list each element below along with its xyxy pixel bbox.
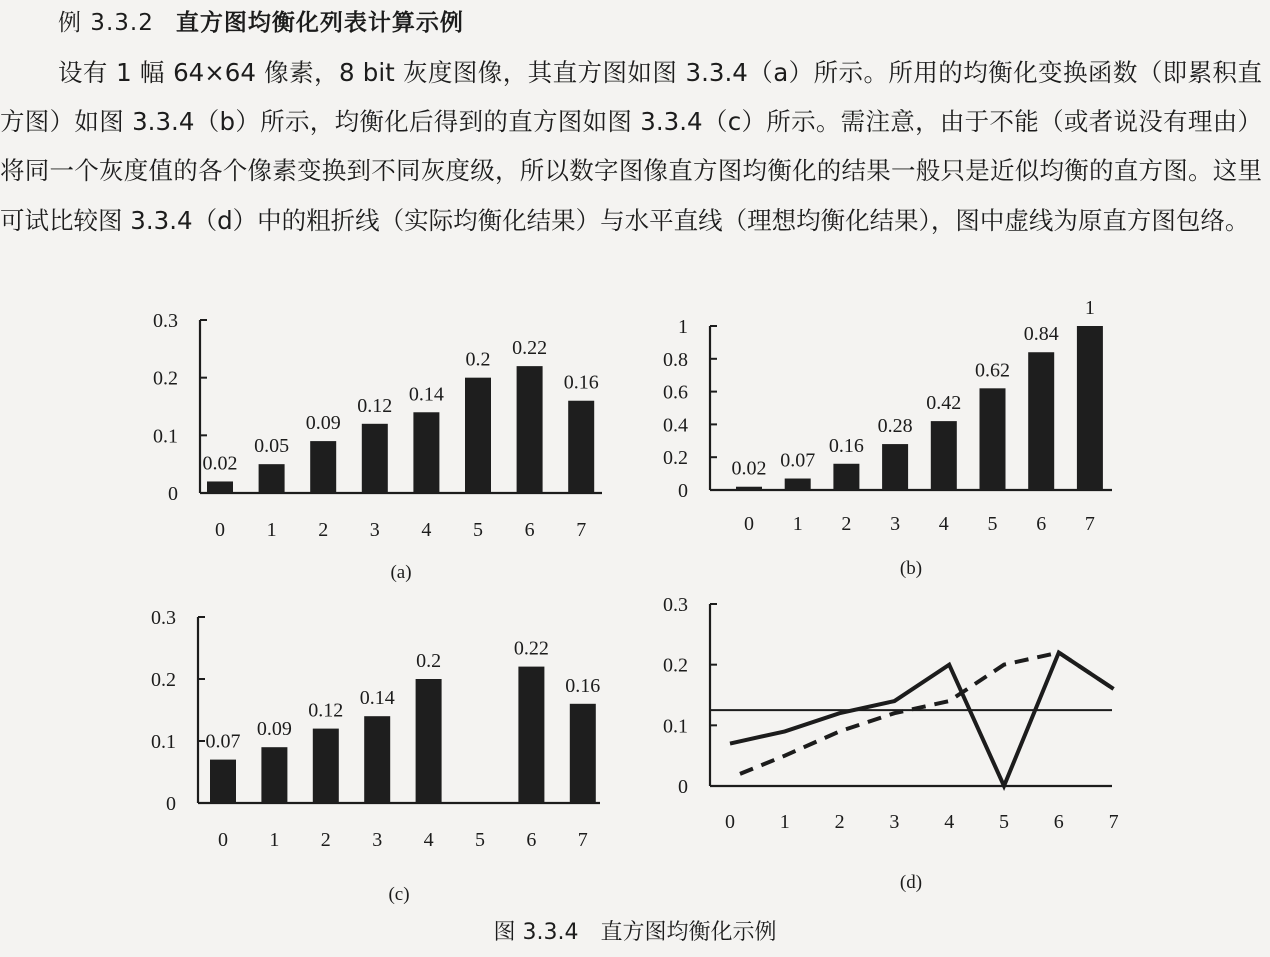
figure-caption-number: 图 3.3.4 bbox=[493, 920, 579, 945]
chart-a-bar bbox=[259, 464, 285, 493]
body-paragraph: 设有 1 幅 64×64 像素，8 bit 灰度图像，其直方图如图 3.3.4（a）所示。所用的均衡化变换函数（即累积直方图）如图 3.3.4（b）所示，均衡化后得到的直方图如图 3.3.4（c）所示。需注意，由于不能（或者说没有理由）将同一个灰度值的各个像素变换到不同灰度级，所以数字图像直方图均衡化的结果一般只是近似均衡的直方图。这里可试比较图 3.3.4（d）中的粗折线（实际均衡化结果）与水平直线（理想均衡化结果），图中虚线为原直方图包络。 bbox=[0, 58, 1262, 235]
chart-b-y-tick-label: 1 bbox=[678, 316, 688, 338]
chart-d-sublabel: (d) bbox=[899, 872, 923, 893]
chart-b-bar bbox=[1077, 326, 1103, 490]
chart-c-data-label: 0.2 bbox=[416, 650, 442, 672]
chart-a-x-tick-label: 0 bbox=[215, 519, 225, 541]
chart-d-x-tick-label: 6 bbox=[1053, 811, 1064, 833]
chart-b-x-tick-label: 1 bbox=[792, 513, 803, 535]
chart-c-y-tick-label: 0 bbox=[166, 793, 176, 815]
chart-c-x-tick-label: 3 bbox=[372, 829, 383, 851]
chart-d-x-tick-label: 7 bbox=[1108, 811, 1119, 833]
chart-d-x-tick-label: 3 bbox=[889, 811, 900, 833]
chart-c-x-tick-label: 0 bbox=[218, 829, 228, 851]
chart-a-bar bbox=[207, 481, 233, 493]
chart-d bbox=[663, 594, 1119, 893]
chart-a-x-tick-label: 4 bbox=[421, 519, 432, 541]
chart-b-data-label: 0.02 bbox=[731, 457, 767, 480]
chart-a-data-label: 0.2 bbox=[465, 348, 491, 371]
chart-a-data-label: 0.16 bbox=[563, 371, 599, 394]
chart-a-sublabel: (a) bbox=[390, 562, 412, 583]
chart-a-x-tick-label: 3 bbox=[369, 519, 380, 541]
chart-a-x-tick-label: 1 bbox=[266, 519, 277, 541]
chart-c-sublabel: (c) bbox=[388, 884, 410, 905]
chart-a-bar bbox=[568, 401, 594, 493]
chart-d-original-envelope bbox=[740, 653, 1114, 774]
chart-c-bar bbox=[570, 704, 596, 803]
chart-c-bar bbox=[364, 716, 390, 803]
chart-a-y-tick-label: 0.2 bbox=[153, 367, 178, 390]
chart-c-bar bbox=[261, 747, 287, 803]
chart-c-x-tick-label: 5 bbox=[475, 829, 485, 851]
chart-d-y-tick-label: 0.3 bbox=[663, 594, 688, 616]
chart-c-data-label: 0.22 bbox=[513, 637, 549, 660]
chart-d-y-tick-label: 0.2 bbox=[663, 654, 688, 677]
example-heading bbox=[58, 4, 464, 37]
chart-a-x-tick-label: 6 bbox=[524, 519, 535, 541]
chart-b-y-tick-label: 0.2 bbox=[663, 447, 688, 470]
chart-c-x-tick-label: 4 bbox=[423, 829, 434, 851]
figure-caption-text: 直方图均衡化示例 bbox=[600, 920, 777, 945]
chart-b-bar bbox=[931, 421, 957, 490]
chart-d-x-tick-label: 1 bbox=[779, 811, 790, 833]
chart-b-x-tick-label: 2 bbox=[841, 513, 852, 535]
chart-b-y-tick-label: 0.6 bbox=[663, 381, 688, 404]
chart-a-data-label: 0.22 bbox=[512, 337, 548, 360]
chart-b-data-label: 0.28 bbox=[877, 415, 913, 438]
chart-a-y-tick-label: 0.3 bbox=[153, 310, 178, 332]
chart-a-data-label: 0.09 bbox=[305, 412, 341, 435]
chart-a-data-label: 0.14 bbox=[408, 383, 444, 406]
chart-b-bar bbox=[1028, 352, 1054, 490]
chart-b-bar bbox=[736, 487, 762, 490]
chart-d-x-tick-label: 0 bbox=[725, 811, 735, 833]
chart-b-y-tick-label: 0.8 bbox=[663, 348, 688, 371]
example-title: 直方图均衡化列表计算示例 bbox=[175, 10, 464, 36]
chart-b-bar bbox=[980, 388, 1006, 490]
chart-b-bar bbox=[785, 479, 811, 490]
chart-d-x-tick-label: 2 bbox=[834, 811, 845, 833]
chart-b-data-label: 0.07 bbox=[780, 449, 816, 472]
chart-b-bar bbox=[833, 464, 859, 490]
chart-c-bar bbox=[416, 679, 442, 803]
chart-b-data-label: 0.16 bbox=[828, 434, 864, 457]
chart-c-bar bbox=[518, 667, 544, 803]
chart-c-x-tick-label: 7 bbox=[577, 829, 588, 851]
chart-b-data-label: 0.62 bbox=[975, 359, 1010, 382]
chart-a-bar bbox=[310, 441, 336, 493]
example-number: 例 3.3.2 bbox=[58, 10, 154, 36]
chart-c-data-label: 0.16 bbox=[565, 674, 601, 697]
chart-b-x-tick-label: 3 bbox=[890, 513, 901, 535]
chart-b-sublabel: (b) bbox=[899, 558, 923, 579]
chart-a-data-label: 0.12 bbox=[357, 394, 393, 417]
chart-d-x-tick-label: 5 bbox=[999, 811, 1009, 833]
chart-c-x-tick-label: 1 bbox=[269, 829, 280, 851]
chart-b-y-tick-label: 0.4 bbox=[663, 414, 688, 437]
chart-d-y-tick-label: 0 bbox=[678, 776, 688, 798]
chart-c-data-label: 0.14 bbox=[359, 687, 395, 710]
chart-a-bar bbox=[362, 424, 388, 493]
chart-c-x-tick-label: 2 bbox=[320, 829, 331, 851]
chart-d-x-tick-label: 4 bbox=[944, 811, 955, 833]
chart-a bbox=[153, 310, 602, 583]
chart-d-y-tick-label: 0.1 bbox=[663, 715, 688, 738]
chart-b-x-tick-label: 4 bbox=[938, 513, 949, 535]
chart-b-x-tick-label: 0 bbox=[744, 513, 754, 535]
chart-c-data-label: 0.09 bbox=[256, 718, 292, 741]
chart-c-x-tick-label: 6 bbox=[526, 829, 537, 851]
chart-a-bar bbox=[465, 378, 491, 493]
chart-a-data-label: 0.02 bbox=[202, 452, 238, 475]
chart-b-data-label: 1 bbox=[1084, 297, 1095, 319]
chart-b bbox=[663, 297, 1112, 579]
chart-a-bar bbox=[517, 366, 543, 493]
chart-c-data-label: 0.12 bbox=[308, 699, 344, 722]
chart-c-data-label: 0.07 bbox=[205, 730, 241, 753]
chart-b-y-tick-label: 0 bbox=[678, 480, 688, 502]
chart-b-bar bbox=[882, 444, 908, 490]
chart-a-data-label: 0.05 bbox=[254, 435, 290, 458]
chart-c-y-tick-label: 0.2 bbox=[151, 669, 176, 691]
chart-b-x-tick-label: 6 bbox=[1036, 513, 1047, 535]
chart-c-y-tick-label: 0.1 bbox=[151, 731, 176, 753]
chart-a-x-tick-label: 7 bbox=[576, 519, 587, 541]
chart-a-x-tick-label: 2 bbox=[318, 519, 329, 541]
chart-a-y-tick-label: 0 bbox=[168, 483, 178, 505]
chart-a-x-tick-label: 5 bbox=[473, 519, 483, 541]
figure-caption bbox=[0, 915, 1270, 946]
chart-c-bar bbox=[210, 760, 236, 803]
chart-a-y-tick-label: 0.1 bbox=[153, 425, 178, 448]
chart-b-data-label: 0.84 bbox=[1023, 323, 1059, 346]
chart-b-x-tick-label: 5 bbox=[987, 513, 998, 535]
chart-c-y-tick-label: 0.3 bbox=[151, 607, 176, 629]
chart-b-x-tick-label: 7 bbox=[1084, 513, 1095, 535]
chart-d-equalized-line bbox=[730, 653, 1114, 786]
chart-b-data-label: 0.42 bbox=[926, 392, 962, 415]
chart-a-bar bbox=[413, 412, 439, 493]
chart-c-bar bbox=[313, 729, 339, 803]
chart-c bbox=[151, 607, 600, 905]
